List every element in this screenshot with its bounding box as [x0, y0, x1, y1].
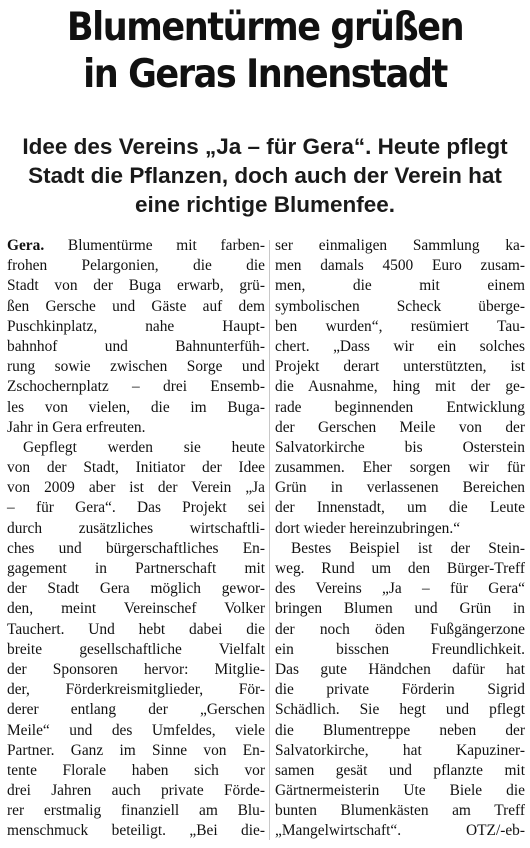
article-line: Bestes Beispiel ist der Stein- [291, 539, 525, 557]
headline [27, 0, 504, 98]
column-divider [269, 240, 270, 840]
subheadline-line-1: Idee des Vereins „Ja – für Gera“. Heute pflegt [22, 134, 508, 159]
article-line: Salvatorkirche, hat Kapuziner- [275, 741, 525, 759]
article-line-text: Blumentürme mit farben- [44, 237, 265, 254]
article-line: Das gute Händchen dafür hat [275, 660, 525, 678]
article-line: Zschochernplatz – drei Ensemb- [7, 378, 265, 396]
headline-line-2: in Geras Innenstadt [83, 52, 447, 97]
article-line: ser einmaligen Sammlung ka- [275, 237, 525, 254]
article-line: bunten Blumenkästen am Treff [275, 802, 525, 820]
article-line: men damals 4500 Euro zusam- [275, 257, 525, 275]
article-line: zusammen. Eher sorgen wir für [275, 459, 525, 477]
subheadline [0, 132, 530, 219]
article-line: Partner. Ganz im Sinne von En- [7, 741, 265, 759]
article-line: rade beginnenden Entwicklung [275, 398, 525, 416]
article-line: der, Förderkreismitglieder, För- [7, 681, 265, 699]
article-line: men, die mit einem [275, 277, 525, 295]
article-line: des Vereins „Ja – für Gera“ [275, 580, 525, 598]
article-line: derer entlang der „Gerschen [7, 701, 265, 719]
article-line: – für Gera“. Das Projekt sei [7, 499, 265, 517]
article-line: Projekt derart unterstützten, ist [275, 358, 525, 376]
article-line: Salvatorkirche bis Osterstein [275, 438, 525, 456]
article-line: samen gesät und pflanzte mit [275, 761, 525, 779]
subheadline-line-3: eine richtige Blumenfee. [134, 192, 396, 217]
article-line: symbolischen Scheck überge- [275, 297, 525, 315]
article-line: „Mangelwirtschaft“. OTZ/-eb- [275, 822, 525, 840]
article-line: les von vielen, die im Buga- [7, 398, 265, 416]
article-line: den, meint Vereinschef Volker [7, 600, 265, 618]
article-line: drei Jahren auch private Förde- [7, 782, 265, 800]
article-line: ein bisschen Freundlichkeit. [275, 640, 525, 658]
article-line: Gepflegt werden sie heute [23, 438, 265, 456]
article-line: breite gesellschaftliche Vielfalt [7, 640, 265, 658]
article-line: Tauchert. Und hebt dabei die [7, 620, 265, 638]
article-line: bahnhof und Bahnunterfüh- [7, 337, 265, 355]
article-line: von 2009 aber ist der Verein „Ja [7, 479, 265, 497]
article-line: die private Förderin Sigrid [275, 681, 525, 699]
article-line: gagement in Partnerschaft mit [7, 560, 265, 577]
article-line: von der Stadt, Initiator der Idee [7, 459, 265, 477]
article-line: durch zusätzliches wirtschaftli- [7, 519, 265, 537]
article-line: der noch öden Fußgängerzone [275, 620, 525, 638]
article-line: die Blumentreppe neben der [275, 721, 525, 739]
article-line: ben wurden“, resümiert Tau- [275, 317, 525, 335]
article-line: die Ausnahme, hing mit der ge- [275, 378, 525, 396]
article-line: der Gerschen Meile von der [275, 418, 525, 436]
article-line: der Innenstadt, um die Leute [275, 499, 525, 517]
article-line: ßen Gersche und Gäste auf dem [7, 297, 265, 315]
article-column-left [7, 236, 265, 842]
article-line: rer erstmalig finanziell am Blu- [7, 802, 265, 820]
article-line: rung sowie zwischen Sorge und [7, 358, 265, 376]
article-line: frohen Pelargonien, die die [7, 257, 265, 275]
article-line: der Stadt Gera möglich gewor- [7, 580, 265, 598]
headline-line-1: Blumentürme grüßen [66, 5, 464, 50]
subheadline-line-2: Stadt die Pflanzen, doch auch der Verein hat [28, 163, 502, 188]
article-line: der Sponsoren hervor: Mitglie- [7, 660, 265, 678]
article-line: dort wieder hereinzubringen.“ [275, 519, 461, 537]
article-line: tente Florale haben sich vor [7, 761, 265, 779]
dateline: Gera. [7, 237, 45, 254]
article-line: chert. „Dass wir ein solches [275, 337, 525, 355]
article-line: menschmuck beteiligt. „Bei die- [7, 822, 265, 840]
article-line: Schädlich. Sie hegt und pflegt [275, 701, 525, 719]
article-line: bringen Blumen und Grün in [275, 600, 525, 618]
article-line: Jahr in Gera erfreuten. [7, 418, 146, 436]
article-line: Puschkinplatz, nahe Haupt- [7, 317, 265, 335]
article-line: Gärtnermeisterin Ute Biele die [275, 782, 525, 800]
article-line: ches und bürgerschaftliches En- [7, 539, 265, 557]
article-line: Grün in verlassenen Bereichen [275, 479, 525, 497]
article-line: Meile“ und des Umfeldes, viele [7, 721, 265, 739]
article-line: weg. Rund um den Bürger-Treff [275, 560, 525, 577]
article-line: Stadt von der Buga erwarb, grü- [7, 277, 265, 295]
article-column-right [275, 236, 525, 842]
article-line [7, 236, 265, 256]
